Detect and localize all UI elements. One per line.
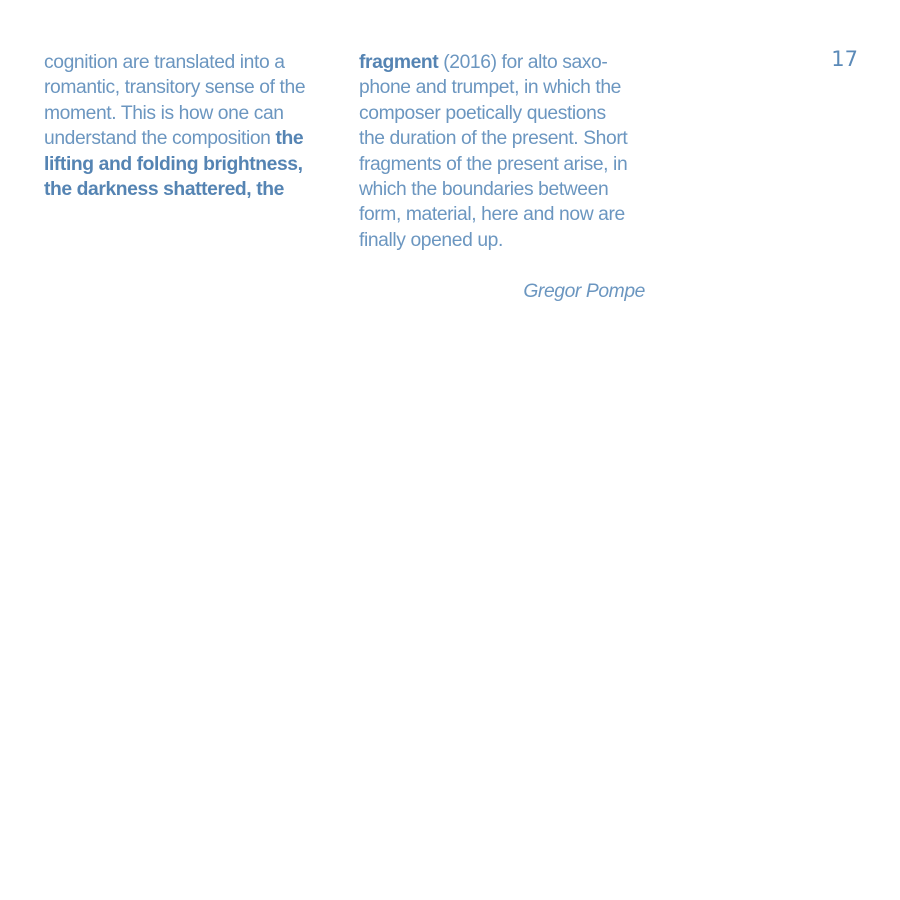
text-line — [359, 152, 659, 177]
text-line — [44, 177, 344, 202]
text-run: finally opened up. — [359, 229, 503, 251]
bold-title-run: fragment — [359, 52, 439, 73]
bold-title-run: lifting and folding brightness, — [44, 153, 303, 175]
text-line — [359, 126, 659, 151]
text-run: understand the composition — [44, 128, 276, 150]
text-line — [359, 75, 659, 100]
text-run: moment. This is how one can — [44, 102, 284, 124]
text-run: phone and trumpet, in which the — [359, 77, 622, 99]
text-column-left — [44, 50, 344, 202]
text-line — [44, 126, 344, 151]
text-run: (2016) for alto saxo- — [438, 52, 608, 73]
text-line — [44, 50, 344, 75]
page-number: 17 — [831, 47, 858, 71]
text-line — [359, 202, 659, 227]
text-run: fragments of the present arise, in — [359, 153, 628, 175]
text-line — [44, 101, 344, 126]
text-run: composer poetically questions — [359, 102, 606, 124]
text-line — [44, 152, 344, 177]
text-run: romantic, transitory sense of the — [44, 77, 306, 99]
text-line — [359, 50, 659, 75]
text-line — [359, 101, 659, 126]
text-column-right — [359, 50, 659, 253]
text-run: the duration of the present. Short — [359, 128, 628, 150]
text-run: cognition are translated into a — [44, 52, 285, 73]
text-line — [44, 75, 344, 100]
text-line — [359, 177, 659, 202]
text-line — [359, 228, 659, 253]
bold-title-run: the darkness shattered, the — [44, 179, 284, 201]
text-run: which the boundaries between — [359, 179, 609, 201]
text-run: form, material, here and now are — [359, 204, 625, 226]
author-signature: Gregor Pompe — [523, 281, 645, 302]
bold-title-run: the — [275, 128, 304, 150]
